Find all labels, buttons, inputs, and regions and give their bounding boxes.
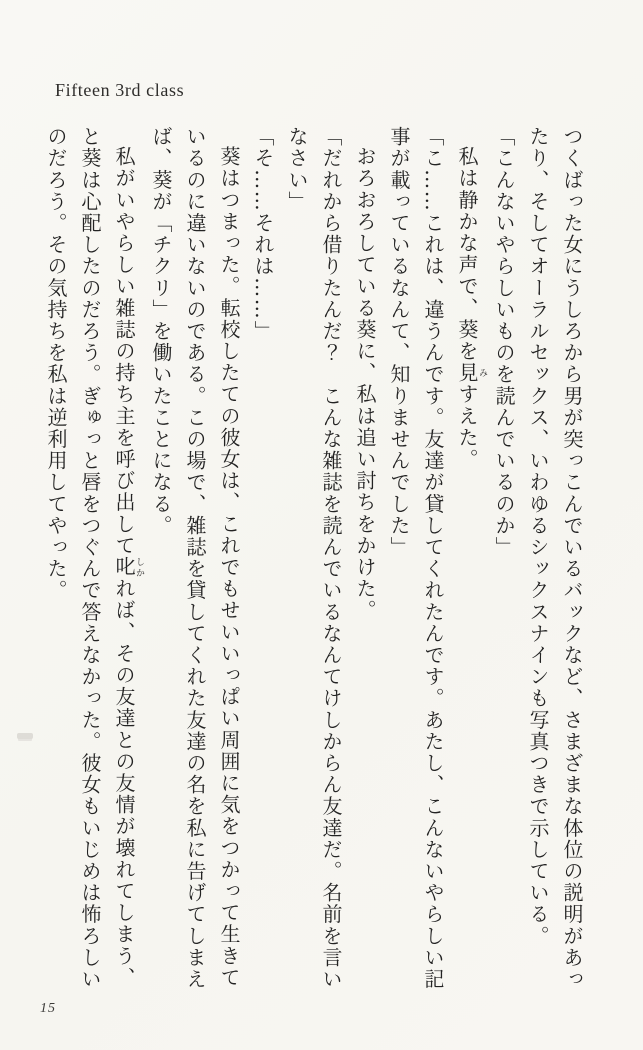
furigana: 叱しか	[112, 556, 144, 579]
paragraph: つくばった女にうしろから男が突っこんでいるバックなど、さまざまな体位の説明があったり、そしてオーラルセックス、いわゆるシックスナインも写真つきで示している。	[526, 126, 584, 990]
paragraph: おろおろしている葵に、私は追い討ちをかけた。	[353, 146, 377, 622]
furigana: 見み	[455, 362, 487, 384]
scan-speck	[17, 733, 33, 739]
paragraph: 葵はつまった。転校したての彼女は、これでもせいいっぱい周囲に気をつかって生きているのに違いないのである。この場で、雑誌を貸してくれた友達の名を私に告げてしまえば、葵が「チクリ」を働いたことになる。	[149, 126, 241, 990]
paragraph: 「こ……これは、違うんです。友達が貸してくれたんです。あたし、こんないやらしい記事が載っているなんて、知りませんでした」	[387, 126, 445, 990]
paragraph: 「だれから借りたんだ？ こんな雑誌を読んでいるなんてけしからん友達だ。名前を言いなさい」	[285, 126, 343, 990]
text-block	[39, 126, 589, 992]
paragraph: 私は静かな声で、葵を見みすえた。	[455, 146, 487, 471]
running-header: Fifteen 3rd class	[55, 80, 185, 100]
paragraph: 「そ……それは……」	[251, 126, 275, 342]
page-number: 15	[40, 1001, 56, 1016]
paragraph: 「こんないやらしいものを読んでいるのか」	[492, 126, 516, 558]
paragraph: 私がいやらしい雑誌の持ち主を呼び出して叱しかれば、その友達との友情が壊れてしまう、と葵は心配したのだろう。ぎゅっと唇をつぐんで答えなかった。彼女もいじめは怖ろしいのだろう。その気持ちを私は逆利用してやった。	[44, 126, 144, 990]
